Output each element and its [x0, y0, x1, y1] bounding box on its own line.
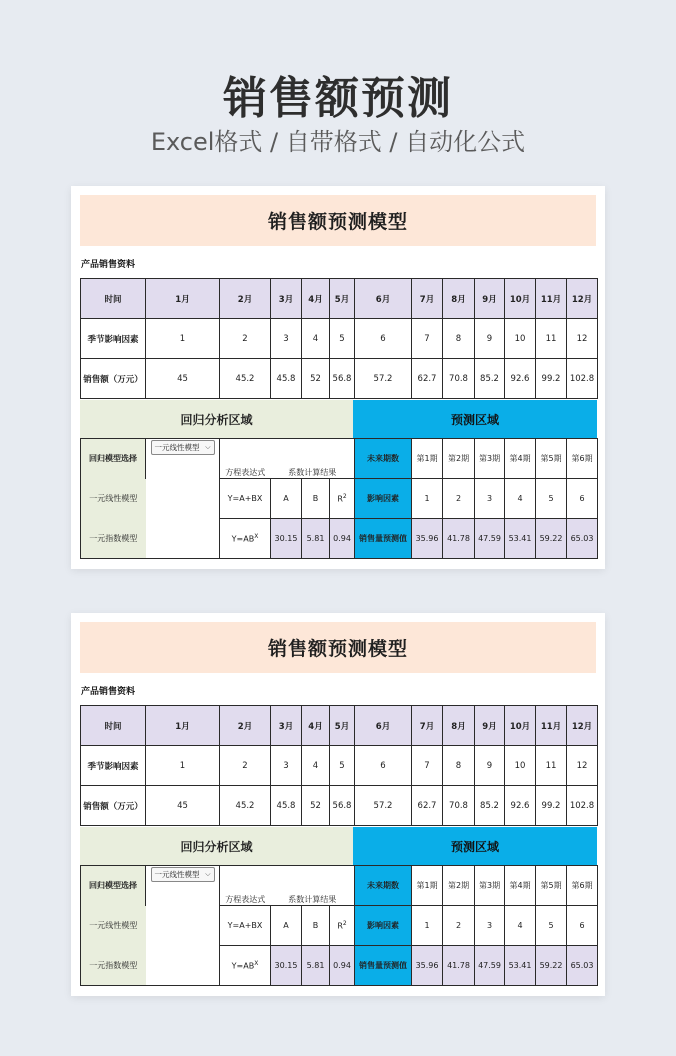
value-header: 销售量预测值 — [355, 946, 412, 986]
row-label: 销售额（万元） — [81, 359, 146, 399]
formula-exp-sup: X — [254, 533, 259, 541]
header-cell: 11月 — [536, 706, 567, 746]
period-cell: 第4期 — [505, 866, 536, 906]
table-row — [81, 746, 598, 786]
row-label: 季节影响因素 — [81, 319, 146, 359]
table-cell[interactable]: 9 — [475, 746, 505, 786]
exp-model-label: 一元指数模型 — [81, 946, 146, 986]
table-cell[interactable]: 57.2 — [355, 786, 412, 826]
row-label: 季节影响因素 — [81, 746, 146, 786]
header-cell: 5月 — [330, 706, 355, 746]
coef-label-r-text: R — [337, 921, 343, 931]
formula-header: 方程表达式 — [220, 439, 271, 479]
table-cell[interactable]: 52 — [302, 359, 330, 399]
coef-label-r-sup: 2 — [342, 493, 347, 501]
analysis-area — [80, 400, 597, 561]
header-cell: 4月 — [302, 279, 330, 319]
model-dropdown-value: 一元线性模型 — [154, 443, 200, 453]
table-cell[interactable]: 7 — [412, 746, 443, 786]
formula-exp-sup: X — [254, 960, 259, 968]
coef-label-a: A — [271, 479, 302, 519]
forecast-value: 47.59 — [475, 946, 505, 986]
forecast-value: 65.03 — [567, 519, 598, 559]
formula-exp-text: Y=AB — [231, 961, 255, 971]
table-cell[interactable]: 56.8 — [330, 359, 355, 399]
header-cell: 10月 — [505, 279, 536, 319]
factor-cell: 1 — [412, 906, 443, 946]
empty-cell — [146, 479, 220, 519]
formula-exp — [220, 519, 271, 559]
coef-header: 系数计算结果 — [271, 439, 355, 479]
table-cell[interactable]: 45 — [146, 786, 220, 826]
header-cell: 11月 — [536, 279, 567, 319]
period-cell: 第5期 — [536, 439, 567, 479]
formula-linear: Y=A+BX — [220, 906, 271, 946]
section-label: 产品销售资料 — [81, 687, 136, 697]
table-cell[interactable]: 45.2 — [220, 786, 271, 826]
header-cell: 6月 — [355, 706, 412, 746]
period-cell: 第1期 — [412, 866, 443, 906]
forecast-title: 预测区域 — [353, 827, 597, 865]
table-cell[interactable]: 11 — [536, 746, 567, 786]
table-cell[interactable]: 5 — [330, 746, 355, 786]
table-cell[interactable]: 7 — [412, 319, 443, 359]
coef-label-b: B — [302, 906, 330, 946]
header-cell: 6月 — [355, 279, 412, 319]
header-cell: 9月 — [475, 706, 505, 746]
model-select-cell — [146, 866, 220, 906]
table-cell[interactable]: 10 — [505, 319, 536, 359]
table-cell[interactable]: 6 — [355, 746, 412, 786]
header-cell: 3月 — [271, 706, 302, 746]
model-select-label: 回归模型选择 — [81, 439, 146, 479]
coef-label-a: A — [271, 906, 302, 946]
coef-value-r: 0.94 — [330, 946, 355, 986]
coef-header: 系数计算结果 — [271, 866, 355, 906]
header-cell: 时间 — [81, 279, 146, 319]
table-cell[interactable]: 9 — [475, 319, 505, 359]
factor-header: 影响因素 — [355, 906, 412, 946]
sheet-preview-2 — [71, 613, 605, 996]
header-cell: 7月 — [412, 706, 443, 746]
period-cell: 第1期 — [412, 439, 443, 479]
factor-cell: 5 — [536, 479, 567, 519]
empty-cell — [146, 946, 220, 986]
table-cell[interactable]: 102.8 — [567, 786, 598, 826]
period-cell: 第3期 — [475, 439, 505, 479]
period-cell: 第4期 — [505, 439, 536, 479]
header-cell: 10月 — [505, 706, 536, 746]
table-cell[interactable]: 92.6 — [505, 786, 536, 826]
header-cell: 时间 — [81, 706, 146, 746]
table-cell[interactable]: 5 — [330, 319, 355, 359]
sheet-title: 销售额预测模型 — [80, 195, 596, 246]
table-cell[interactable]: 45.8 — [271, 786, 302, 826]
header-cell: 4月 — [302, 706, 330, 746]
forecast-value: 41.78 — [443, 946, 475, 986]
model-select-label: 回归模型选择 — [81, 866, 146, 906]
analysis-table — [80, 865, 598, 986]
forecast-value: 59.22 — [536, 519, 567, 559]
table-cell[interactable]: 2 — [220, 319, 271, 359]
table-cell[interactable]: 70.8 — [443, 359, 475, 399]
table-cell[interactable]: 85.2 — [475, 359, 505, 399]
table-cell[interactable]: 99.2 — [536, 359, 567, 399]
header-cell: 3月 — [271, 279, 302, 319]
model-dropdown-value: 一元线性模型 — [154, 870, 200, 880]
formula-exp — [220, 946, 271, 986]
regression-title: 回归分析区域 — [80, 400, 353, 438]
value-header: 销售量预测值 — [355, 519, 412, 559]
period-cell: 第5期 — [536, 866, 567, 906]
header-cell: 2月 — [220, 706, 271, 746]
forecast-title: 预测区域 — [353, 400, 597, 438]
table-cell[interactable]: 70.8 — [443, 786, 475, 826]
table-cell[interactable]: 4 — [302, 746, 330, 786]
page-title: 销售额预测 — [223, 73, 453, 124]
factor-cell: 6 — [567, 906, 598, 946]
model-dropdown[interactable] — [151, 440, 215, 455]
empty-cell — [146, 906, 220, 946]
forecast-value: 35.96 — [412, 946, 443, 986]
table-cell[interactable]: 1 — [146, 746, 220, 786]
exp-model-label: 一元指数模型 — [81, 519, 146, 559]
table-cell[interactable]: 8 — [443, 319, 475, 359]
period-cell: 第6期 — [567, 866, 598, 906]
table-header-row — [81, 279, 598, 319]
header-cell: 5月 — [330, 279, 355, 319]
factor-cell: 6 — [567, 479, 598, 519]
factor-cell: 4 — [505, 906, 536, 946]
header-cell: 9月 — [475, 279, 505, 319]
header-cell: 2月 — [220, 279, 271, 319]
chevron-down-icon: ⌵ — [205, 870, 211, 879]
forecast-value: 53.41 — [505, 946, 536, 986]
table-cell[interactable]: 11 — [536, 319, 567, 359]
forecast-value: 47.59 — [475, 519, 505, 559]
linear-model-label: 一元线性模型 — [81, 906, 146, 946]
linear-model-label: 一元线性模型 — [81, 479, 146, 519]
formula-header: 方程表达式 — [220, 866, 271, 906]
section-label: 产品销售资料 — [81, 260, 136, 270]
analysis-table — [80, 438, 598, 559]
period-header: 未来期数 — [355, 439, 412, 479]
sales-table — [80, 705, 598, 826]
row-label: 销售额（万元） — [81, 786, 146, 826]
coef-value-b: 5.81 — [302, 519, 330, 559]
coef-label-r-sup: 2 — [342, 920, 347, 928]
factor-cell: 5 — [536, 906, 567, 946]
table-cell[interactable]: 2 — [220, 746, 271, 786]
header-cell: 7月 — [412, 279, 443, 319]
table-cell[interactable]: 92.6 — [505, 359, 536, 399]
factor-cell: 2 — [443, 906, 475, 946]
forecast-value: 41.78 — [443, 519, 475, 559]
period-cell: 第6期 — [567, 439, 598, 479]
table-cell[interactable]: 57.2 — [355, 359, 412, 399]
table-cell[interactable]: 85.2 — [475, 786, 505, 826]
header-cell: 8月 — [443, 279, 475, 319]
table-cell[interactable]: 12 — [567, 319, 598, 359]
header-cell: 12月 — [567, 279, 598, 319]
analysis-area — [80, 827, 597, 988]
forecast-value: 65.03 — [567, 946, 598, 986]
table-cell[interactable]: 45.2 — [220, 359, 271, 399]
table-cell[interactable]: 102.8 — [567, 359, 598, 399]
regression-title: 回归分析区域 — [80, 827, 353, 865]
header-cell: 8月 — [443, 706, 475, 746]
table-cell[interactable]: 10 — [505, 746, 536, 786]
formula-exp-text: Y=AB — [231, 534, 255, 544]
table-cell[interactable]: 45 — [146, 359, 220, 399]
sheet-title: 销售额预测模型 — [80, 622, 596, 673]
table-cell[interactable]: 8 — [443, 746, 475, 786]
factor-cell: 3 — [475, 906, 505, 946]
coef-label-r — [330, 479, 355, 519]
header-cell: 12月 — [567, 706, 598, 746]
factor-cell: 2 — [443, 479, 475, 519]
sheet-preview-1 — [71, 186, 605, 569]
factor-cell: 3 — [475, 479, 505, 519]
table-cell[interactable]: 45.8 — [271, 359, 302, 399]
table-cell[interactable]: 52 — [302, 786, 330, 826]
table-cell[interactable]: 56.8 — [330, 786, 355, 826]
period-cell: 第3期 — [475, 866, 505, 906]
forecast-value: 35.96 — [412, 519, 443, 559]
factor-cell: 1 — [412, 479, 443, 519]
table-cell[interactable]: 6 — [355, 319, 412, 359]
table-row — [81, 319, 598, 359]
coef-value-r: 0.94 — [330, 519, 355, 559]
table-header-row — [81, 706, 598, 746]
table-row — [81, 786, 598, 826]
forecast-value: 53.41 — [505, 519, 536, 559]
formula-linear: Y=A+BX — [220, 479, 271, 519]
period-cell: 第2期 — [443, 439, 475, 479]
sales-table — [80, 278, 598, 399]
table-cell[interactable]: 3 — [271, 746, 302, 786]
page-subtitle: Excel格式 / 自带格式 / 自动化公式 — [150, 128, 526, 156]
forecast-value: 59.22 — [536, 946, 567, 986]
table-cell[interactable]: 1 — [146, 319, 220, 359]
empty-cell — [146, 519, 220, 559]
table-cell[interactable]: 62.7 — [412, 786, 443, 826]
factor-header: 影响因素 — [355, 479, 412, 519]
chevron-down-icon: ⌵ — [205, 443, 211, 452]
coef-value-a: 30.15 — [271, 946, 302, 986]
header-cell: 1月 — [146, 279, 220, 319]
table-cell[interactable]: 62.7 — [412, 359, 443, 399]
coef-label-b: B — [302, 479, 330, 519]
table-row — [81, 359, 598, 399]
coef-value-a: 30.15 — [271, 519, 302, 559]
table-cell[interactable]: 3 — [271, 319, 302, 359]
coef-label-r — [330, 906, 355, 946]
model-select-cell — [146, 439, 220, 479]
table-cell[interactable]: 99.2 — [536, 786, 567, 826]
table-cell[interactable]: 4 — [302, 319, 330, 359]
model-dropdown[interactable] — [151, 867, 215, 882]
factor-cell: 4 — [505, 479, 536, 519]
coef-value-b: 5.81 — [302, 946, 330, 986]
coef-label-r-text: R — [337, 494, 343, 504]
header-cell: 1月 — [146, 706, 220, 746]
period-cell: 第2期 — [443, 866, 475, 906]
period-header: 未来期数 — [355, 866, 412, 906]
table-cell[interactable]: 12 — [567, 746, 598, 786]
